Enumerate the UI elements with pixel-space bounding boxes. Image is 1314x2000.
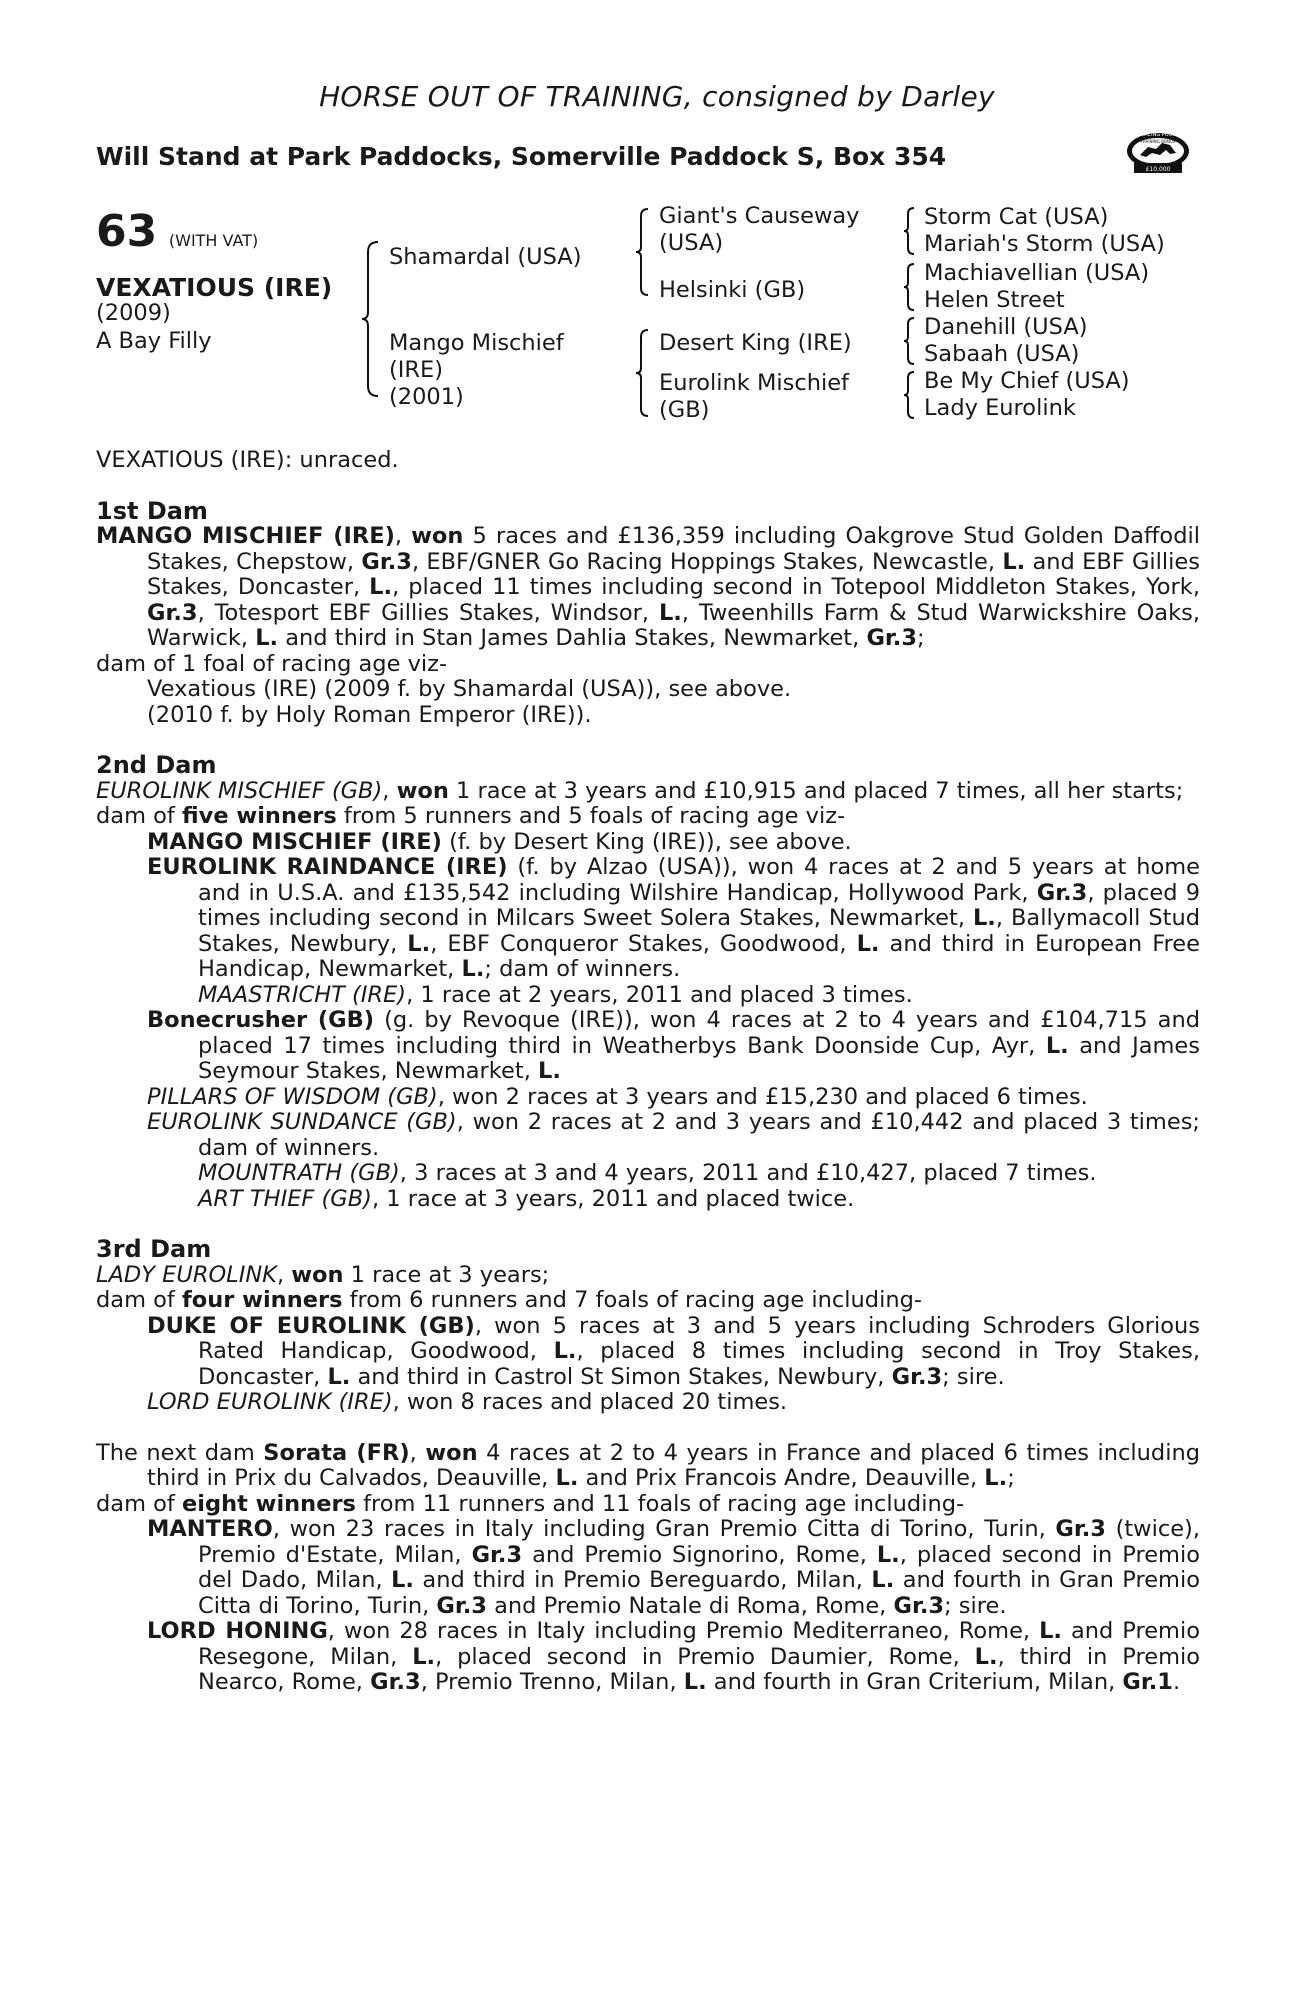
first-dam-produce-summary: dam of 1 foal of racing age viz- <box>96 650 448 677</box>
produce-item: Bonecrusher (GB) (g. by Revoque (IRE)), won 4 races at 2 to 4 years and £104,715 and placed 17 times including third in Weatherbys Bank Doonside Cup, Ayr, L. and James Seymour Stakes, Newmarket, L. <box>147 1007 1201 1084</box>
vat-note: (WITH VAT) <box>168 231 259 250</box>
lot-number: 63 (WITH VAT) <box>96 206 259 257</box>
produce-item: (2010 f. by Holy Roman Emperor (IRE)). <box>147 701 592 728</box>
first-dam-heading: 1st Dam <box>96 496 208 525</box>
pedigree-sss: Storm Cat (USA) <box>924 204 1109 230</box>
produce-item: LORD HONING, won 28 races in Italy including Premio Mediterraneo, Rome, L. and Premio Resegone, Milan, L., placed second in Premio Daumier, Rome, L., third in Premio Nearco, Rome, Gr.3, Premio Trenno, Milan, L. and fourth in Gran Criterium, Milan, Gr.1. <box>147 1618 1201 1695</box>
produce-item: MANTERO, won 23 races in Italy including Gran Premio Citta di Torino, Turin, Gr.3 (twice), Premio d'Estate, Milan, Gr.3 and Premio Signorino, Rome, L., placed second in Premio del Dado, Milan, L. and third in Premio Bereguardo, Milan, L. and fourth in Gran Premio Citta di Torino, Turin, Gr.3 and Premio Natale di Roma, Rome, Gr.3; sire. <box>147 1516 1200 1619</box>
horse-name: VEXATIOUS (IRE) <box>96 273 333 302</box>
unraced-note: VEXATIOUS (IRE): unraced. <box>96 447 399 473</box>
second-dam-produce-summary: dam of five winners from 5 runners and 5 foals of racing age viz- <box>96 803 846 829</box>
pedigree-brace-dam <box>634 328 650 418</box>
pedigree-brace-ss <box>902 206 916 256</box>
produce-item: LORD EUROLINK (IRE), won 8 races and placed 20 times. <box>147 1389 788 1415</box>
training-bonus-logo <box>1126 127 1190 175</box>
pedigree-brace-dd <box>902 370 916 420</box>
pedigree-dam-dam: Eurolink Mischief (GB) <box>659 370 849 423</box>
svg-text:RACING POST: RACING POST <box>1141 132 1175 138</box>
pedigree-sire-dam: Helsinki (GB) <box>659 277 806 303</box>
pedigree-dam: Mango Mischief (IRE) (2001) <box>389 330 564 410</box>
third-dam-produce-summary: dam of four winners from 6 runners and 7 foals of racing age including- <box>96 1287 922 1313</box>
pedigree-ssd: Mariah's Storm (USA) <box>924 231 1165 257</box>
pedigree-dds: Be My Chief (USA) <box>924 368 1130 394</box>
pedigree-sds: Machiavellian (USA) <box>924 260 1150 286</box>
horse-description: A Bay Filly <box>96 328 212 354</box>
first-dam-record: MANGO MISCHIEF (IRE), won 5 races and £136,359 including Oakgrove Stud Golden Daffodil Stakes, Chepstow, Gr.3, EBF/GNER Go Racing Hoppings Stakes, Newcastle, L. and EBF Gillies Stakes, Doncaster, L., placed 11 times including second in Totepool Middleton Stakes, York, Gr.3, Totesport EBF Gillies Stakes, Windsor, L., Tweenhills Farm & Stud Warwickshire Oaks, Warwick, L. and third in Stan James Dahlia Stakes, Newmarket, Gr.3; <box>96 523 1200 651</box>
third-dam-heading: 3rd Dam <box>96 1235 212 1263</box>
produce-item: MANGO MISCHIEF (IRE) (f. by Desert King (IRE)), see above. <box>147 828 852 855</box>
pedigree-sire: Shamardal (USA) <box>389 244 582 270</box>
catalogue-body <box>96 448 1200 1696</box>
catalogue-heading: HORSE OUT OF TRAINING, consigned by Darley <box>319 80 995 113</box>
pedigree-sdd: Helen Street <box>924 287 1065 313</box>
produce-item: PILLARS OF WISDOM (GB), won 2 races at 3 years and £15,230 and placed 6 times. <box>147 1083 1088 1110</box>
pedigree-dsd: Sabaah (USA) <box>924 341 1080 367</box>
foaling-year: (2009) <box>96 300 171 326</box>
produce-item: Vexatious (IRE) (2009 f. by Shamardal (USA)), see above. <box>147 676 792 702</box>
second-dam-heading: 2nd Dam <box>96 751 217 779</box>
produce-sub-item: MOUNTRATH (GB), 3 races at 3 and 4 years, 2011 and £10,427, placed 7 times. <box>198 1160 1097 1186</box>
produce-sub-item: MAASTRICHT (IRE), 1 race at 2 years, 2011 and placed 3 times. <box>198 981 913 1008</box>
second-dam-record: EUROLINK MISCHIEF (GB), won 1 race at 3 years and £10,915 and placed 7 times, all her starts; <box>96 777 1184 804</box>
next-dam-record: The next dam Sorata (FR), won 4 races at 2 to 4 years in France and placed 6 times including third in Prix du Calvados, Deauville, L. and Prix Francois Andre, Deauville, L.; <box>96 1439 1201 1491</box>
produce-item: EUROLINK RAINDANCE (IRE) (f. by Alzao (USA)), won 4 races at 2 and 5 years at home and in U.S.A. and £135,542 including Wilshire Handicap, Hollywood Park, Gr.3, placed 9 times including second in Milcars Sweet Solera Stakes, Newmarket, L., Ballymacoll Stud Stakes, Newbury, L., EBF Conqueror Stakes, Goodwood, L. and third in European Free Handicap, Newmarket, L.; dam of winners. <box>147 854 1201 982</box>
pedigree-sire-sire: Giant's Causeway (USA) <box>659 203 860 256</box>
pedigree-brace-sd <box>902 262 916 312</box>
produce-item: DUKE OF EUROLINK (GB), won 5 races at 3 and 5 years including Schroders Glorious Rated Handicap, Goodwood, L., placed 8 times including second in Troy Stakes, Doncaster, L. and third in Castrol St Simon Stakes, Newbury, Gr.3; sire. <box>147 1312 1200 1390</box>
pedigree-ddd: Lady Eurolink <box>924 395 1076 421</box>
stand-location: Will Stand at Park Paddocks, Somerville Paddock S, Box 354 <box>96 142 947 171</box>
pedigree-dss: Danehill (USA) <box>924 314 1088 340</box>
pedigree-brace-gen1 <box>360 240 380 398</box>
pedigree-dam-sire: Desert King (IRE) <box>659 330 852 356</box>
third-dam-record: LADY EUROLINK, won 1 race at 3 years; <box>96 1261 550 1288</box>
pedigree-brace-ds <box>902 316 916 366</box>
svg-text:TRAINING BONUS: TRAINING BONUS <box>1140 139 1176 144</box>
pedigree-brace-sire <box>634 207 650 297</box>
produce-item: EUROLINK SUNDANCE (GB), won 2 races at 2 and 3 years and £10,442 and placed 3 times; dam of winners. <box>147 1109 1200 1161</box>
produce-sub-item: ART THIEF (GB), 1 race at 3 years, 2011 and placed twice. <box>198 1185 855 1212</box>
svg-text:£10,000: £10,000 <box>1145 166 1171 173</box>
next-dam-produce-summary: dam of eight winners from 11 runners and 11 foals of racing age including- <box>96 1490 965 1517</box>
